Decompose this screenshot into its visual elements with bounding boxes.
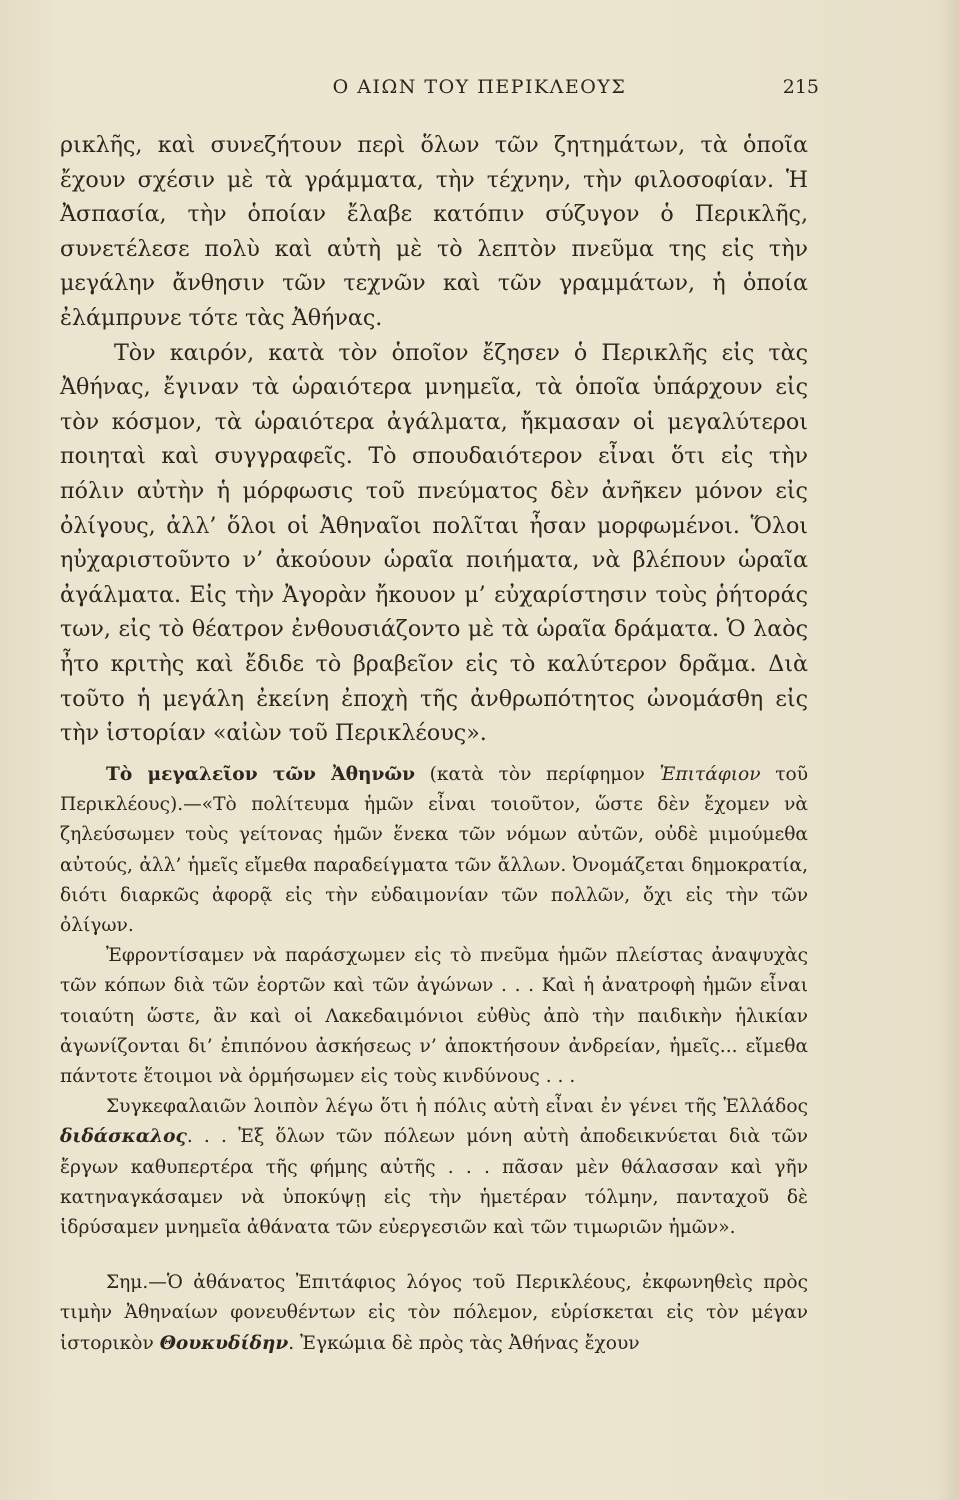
emphasis-thucydides: Θουκυδίδην xyxy=(159,1332,289,1354)
page-edge-shadow xyxy=(937,0,959,1500)
page-header xyxy=(60,76,819,108)
epitaph-title: Ἐπιτάφιον xyxy=(659,764,761,785)
emphasis-didaskalos: διδάσκαλος xyxy=(60,1126,187,1148)
quote-paragraph-1-text: τοῦ Περικλέους).—«Τὸ πολίτευμα ἡμῶν εἶναι τοιοῦτον, ὥστε δὲν ἔχομεν νὰ ζηλεύσωμεν τοὺς γείτονας ἡμῶν ἕνεκα τῶν νόμων αὐτῶν, οὐδὲ μιμούμεθα αὐτούς, ἀλλ’ ἡμεῖς εἴμεθα παραδείγματα τῶν ἄλλων. Ὀνομάζεται δημοκρατία, διότι διαρκῶς ἀφορᾷ εἰς τὴν εὐδαιμονίαν τῶν πολλῶν, ὄχι εἰς τὴν τῶν ὀλίγων. xyxy=(60,764,809,937)
quote-paragraph-3-text: . . . Ἐξ ὅλων τῶν πόλεων μόνη αὐτὴ ἀποδεικνύεται διὰ τῶν ἔργων καθυπερτέρα τῆς φήμης αὐτῆς . . . πᾶσαν μὲν θάλασσαν καὶ γῆν κατηναγκάσαμεν νὰ ὑποκύψῃ εἰς τὴν ἡμετέραν τόλμην, πανταχοῦ δὲ ἱδρύσαμεν μνημεῖα ἀθάνατα τῶν εὐεργεσιῶν καὶ τῶν τιμωριῶν ἡμῶν». xyxy=(60,1126,808,1239)
section-heading: Τὸ μεγαλεῖον τῶν Ἀθηνῶν xyxy=(106,764,416,785)
main-text xyxy=(60,128,808,751)
note-paragraph xyxy=(60,1268,808,1359)
note-start: Σημ.—Ὁ ἀθάνατος Ἐπιτάφιος λόγος τοῦ Περικλέους, ἐκφωνηθεὶς πρὸς τιμὴν Ἀθηναίων φονευθέντων εἰς τὸν πόλεμον, εὑρίσκεται εἰς τὸν μέγαν ἱστορικὸν xyxy=(60,1272,808,1354)
footnote xyxy=(60,1268,808,1359)
quote-paragraph-1 xyxy=(60,760,808,941)
quote-paragraph-2: Ἐφροντίσαμεν νὰ παράσχωμεν εἰς τὸ πνεῦμα ἡμῶν πλείστας ἀναψυχὰς τῶν κόπων διὰ τῶν ἑορτῶν καὶ τῶν ἀγώνων . . . Καὶ ἡ ἀνατροφὴ ἡμῶν εἶναι τοιαύτη ὥστε, ἂν καὶ οἱ Λακεδαιμόνιοι εὐθὺς ἀπὸ τὴν παιδικὴν ἡλικίαν ἀγωνίζονται δι’ ἐπιπόνου ἀσκήσεως ν’ ἀποκτήσουν ἀνδρείαν, ἡμεῖς... εἴμεθα πάντοτε ἕτοιμοι νὰ ὁρμήσωμεν εἰς τοὺς κινδύνους . . . xyxy=(60,945,808,1088)
quote-paragraph-3 xyxy=(60,1092,808,1243)
quoted-passage xyxy=(60,760,808,1243)
paragraph-age-of-pericles: Τὸν καιρόν, κατὰ τὸν ὁποῖον ἔζησεν ὁ Περικλῆς εἰς τὰς Ἀθήνας, ἔγιναν τὰ ὡραιότερα μνημεῖα, τὰ ὁποῖα ὑπάρχουν εἰς τὸν κόσμον, τὰ ὡραιότερα ἀγάλματα, ἤκμασαν οἱ μεγαλύτεροι ποιηταὶ καὶ συγγραφεῖς. Τὸ σπουδαιότερον εἶναι ὅτι εἰς τὴν πόλιν αὐτὴν ἡ μόρφωσις τοῦ πνεύματος δὲν ἀνῆκεν μόνον εἰς ὀλίγους, ἀλλ’ ὅλοι οἱ Ἀθηναῖοι πολῖται ἦσαν μορφωμένοι. Ὅλοι ηὐχαριστοῦντο ν’ ἀκούουν ὡραῖα ποιήματα, νὰ βλέπουν ὡραῖα ἀγάλματα. Εἰς τὴν Ἀγορὰν ἤκουον μ’ εὐχαρίστησιν τοὺς ῥήτοράς των, εἰς τὸ θέατρον ἐνθουσιάζοντο μὲ τὰ ὡραῖα δράματα. Ὁ λαὸς ἦτο κριτὴς καὶ ἔδιδε τὸ βραβεῖον εἰς τὸ καλύτερον δρᾶμα. Διὰ τοῦτο ἡ μεγάλη ἐκείνη ἐποχὴ τῆς ἀνθρωπότητος ὠνομάσθη εἰς τὴν ἱστορίαν «αἰὼν τοῦ Περικλέους». xyxy=(60,339,808,747)
note-rest: . Ἐγκώμια δὲ πρὸς τὰς Ἀθήνας ἔχουν xyxy=(288,1332,640,1354)
quote-paragraph-3-start: Συγκεφαλαιῶν λοιπὸν λέγω ὅτι ἡ πόλις αὐτὴ εἶναι ἐν γένει τῆς Ἑλλάδος xyxy=(106,1096,808,1118)
quote-intro: (κατὰ τὸν περίφημον xyxy=(415,764,660,785)
page-number: 215 xyxy=(782,76,819,98)
paragraph-continuation: ρικλῆς, καὶ συνεζήτουν περὶ ὅλων τῶν ζητημάτων, τὰ ὁποῖα ἔχουν σχέσιν μὲ τὰ γράμματα, τὴν τέχνην, τὴν φιλοσοφίαν. Ἡ Ἀσπασία, τὴν ὁποίαν ἔλαβε κατόπιν σύζυγον ὁ Περικλῆς, συνετέλεσε πολὺ καὶ αὐτὴ μὲ τὸ λεπτὸν πνεῦμα της εἰς τὴν μεγάλην ἄνθησιν τῶν τεχνῶν καὶ τῶν γραμμάτων, ἡ ὁποία ἐλάμπρυνε τότε τὰς Ἀθήνας. xyxy=(60,132,808,331)
running-title: Ο ΑΙΩΝ ΤΟΥ ΠΕΡΙΚΛΕΟΥΣ xyxy=(332,76,627,98)
